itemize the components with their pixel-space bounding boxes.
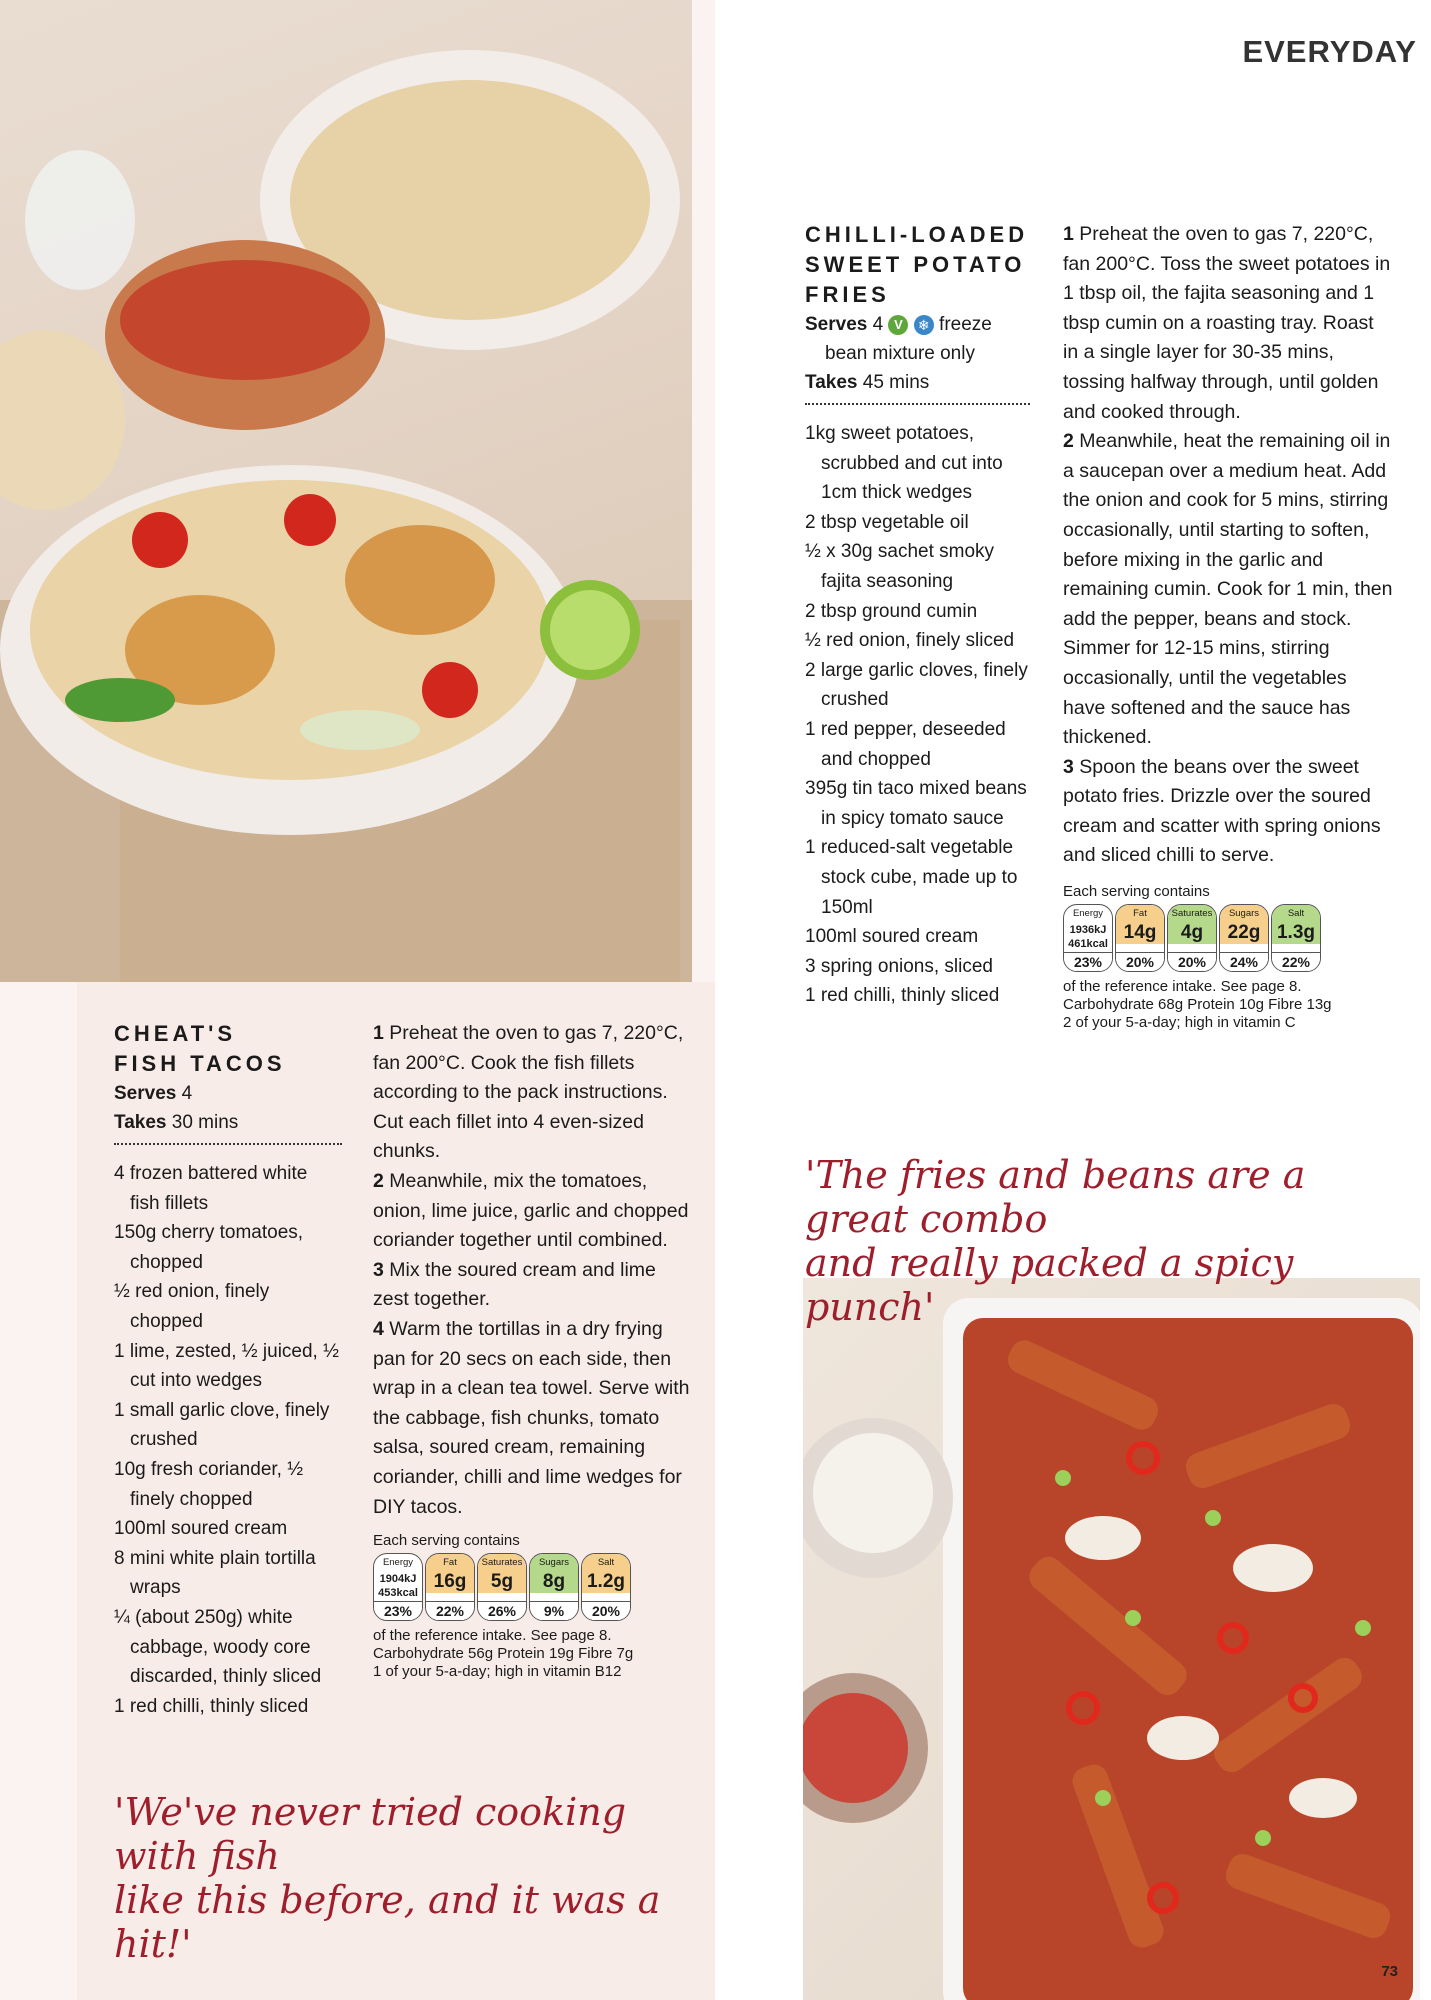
method-step: 2 Meanwhile, mix the tomatoes, onion, lime juice, garlic and chopped coriander together until combined. — [373, 1169, 689, 1252]
energy-badge: Energy 1904kJ 453kcal 23% — [373, 1553, 423, 1621]
nutrition-footnote: of the reference intake. See page 8. Carbohydrate 68g Protein 10g Fibre 13g 2 of your 5-a-day; high in vitamin C — [1063, 978, 1332, 1032]
ingredient: ¼ (about 250g) white cabbage, woody core discarded, thinly sliced — [114, 1606, 322, 1688]
ingredient: ½ x 30g sachet smoky fajita seasoning — [805, 541, 995, 592]
divider — [805, 403, 1030, 405]
fat-badge: Fat 14g 20% — [1115, 904, 1165, 972]
salt-badge: Salt 1.3g 22% — [1271, 904, 1321, 972]
saturates-badge: Saturates 4g 20% — [1167, 904, 1217, 972]
ingredient-list — [114, 1159, 342, 1721]
fries-quote: 'The fries and beans are a great combo and really packed a spicy punch' — [805, 1153, 1306, 1329]
tacos-method — [373, 1019, 693, 1681]
divider — [114, 1143, 342, 1145]
nutrition-badges — [1063, 904, 1393, 972]
ingredient: 4 frozen battered white fish fillets — [114, 1163, 308, 1214]
ingredient: 1 red chilli, thinly sliced — [805, 985, 1000, 1007]
nutrition-panel: Each serving contains Energy 1936kJ 461kcal 23% Fat 14g 20% Saturates 4g 20% Sugars 22g 24% Salt 1.3g 22% of the reference intake. See page 8. Carbohydrate 68g Protein 10g Fibre 13g 2 of your 5-a-day; high in vitamin C — [1063, 883, 1393, 1032]
ingredient: 10g fresh coriander, ½ finely chopped — [114, 1458, 304, 1510]
ingredient: 1 reduced-salt vegetable stock cube, made up to 150ml — [805, 837, 1018, 918]
recipe-title: CHEAT'S FISH TACOS — [114, 1021, 286, 1076]
method-step: 1 Preheat the oven to gas 7, 220°C, fan 200°C. Cook the fish fillets according to the pack instructions. Cut each fillet into 4 even-sized chunks. — [373, 1022, 684, 1163]
ingredient: 2 large garlic cloves, finely crushed — [805, 659, 1028, 711]
ingredient: 2 tbsp vegetable oil — [805, 511, 969, 533]
page-number: 73 — [1381, 1963, 1398, 1980]
vegetarian-icon: V — [888, 315, 908, 335]
ingredient: 395g tin taco mixed beans in spicy tomato sauce — [805, 778, 1027, 829]
recipe-title: CHILLI-LOADED SWEET POTATO FRIES — [805, 222, 1029, 307]
ingredient: 1 red pepper, deseeded and chopped — [805, 718, 1006, 770]
ingredient: ½ red onion, finely chopped — [114, 1281, 270, 1332]
fries-method — [1063, 220, 1393, 1032]
section-heading: EVERYDAY — [1242, 34, 1417, 69]
nutrition-panel: Each serving contains Energy 1904kJ 453kcal 23% Fat 16g 22% Saturates 5g 26% Sugars 8g 9% Salt 1.2g 20% of the reference intake. See page 8. Carbohydrate 56g Protein 19g Fibre 7g 1 of your 5-a-day; high in vitamin B12 — [373, 1532, 693, 1681]
ingredient: 3 spring onions, sliced — [805, 955, 993, 977]
method-step: 1 Preheat the oven to gas 7, 220°C, fan 200°C. Toss the sweet potatoes in 1 tbsp oil, the fajita seasoning and 1 tbsp cumin on a roasting tray. Roast in a single layer for 30-35 mins, tossing halfway through, until golden and cooked through. — [1063, 223, 1391, 423]
fries-illustration — [803, 1278, 1420, 2000]
tacos-quote: 'We've never tried cooking with fish like this before, and it was a hit!' — [114, 1790, 661, 1966]
ingredient: 1 small garlic clove, finely crushed — [114, 1399, 330, 1451]
ingredient: 2 tbsp ground cumin — [805, 600, 978, 622]
nutrition-badges — [373, 1553, 693, 1621]
ingredient-list — [805, 419, 1030, 1011]
freeze-icon: ❄ — [914, 315, 934, 335]
tacos-recipe-header — [114, 1019, 342, 1721]
saturates-badge: Saturates 5g 26% — [477, 1553, 527, 1621]
fish-tacos-photo — [0, 0, 692, 982]
method-step: 4 Warm the tortillas in a dry frying pan for 20 secs on each side, then wrap in a clean tea towel. Serve with the cabbage, fish chunks, tomato salsa, soured cream, remaining coriander, chilli and lime wedges for DIY tacos. — [373, 1317, 690, 1518]
method-step: 3 Spoon the beans over the sweet potato fries. Drizzle over the soured cream and scatter with spring onions and sliced chilli to serve. — [1063, 755, 1381, 867]
sugars-badge: Sugars 22g 24% — [1219, 904, 1269, 972]
ingredient: 150g cherry tomatoes, chopped — [114, 1222, 304, 1273]
sugars-badge: Sugars 8g 9% — [529, 1553, 579, 1621]
serves-line: Serves 4 V ❄ freeze — [805, 314, 992, 335]
fries-recipe-header — [805, 220, 1030, 1011]
salt-badge: Salt 1.2g 20% — [581, 1553, 631, 1621]
serves-line: Serves 4 — [114, 1083, 193, 1104]
takes-line: Takes 45 mins — [805, 372, 930, 393]
nutrition-footnote: of the reference intake. See page 8. Carbohydrate 56g Protein 19g Fibre 7g 1 of your 5-a-day; high in vitamin B12 — [373, 1627, 634, 1681]
method-step: 2 Meanwhile, heat the remaining oil in a saucepan over a medium heat. Add the onion and cook for 5 mins, stirring occasionally, until starting to soften, before mixing in the garlic and remaining cumin. Cook for 1 min, then add the pepper, beans and stock. Simmer for 12-15 mins, stirring occasionally, until the vegetables have softened and the sauce has thickened. — [1063, 430, 1393, 749]
ingredient: 8 mini white plain tortilla wraps — [114, 1547, 316, 1599]
method-step: 3 Mix the soured cream and lime zest together. — [373, 1258, 656, 1311]
ingredient: 100ml soured cream — [805, 926, 979, 948]
ingredient: 100ml soured cream — [114, 1518, 288, 1540]
fish-tacos-card — [77, 982, 715, 2000]
freeze-note: bean mixture only — [825, 343, 975, 364]
fat-badge: Fat 16g 22% — [425, 1553, 475, 1621]
sweet-potato-fries-photo — [803, 1278, 1420, 2000]
fish-tacos-illustration — [0, 0, 692, 982]
ingredient: 1 red chilli, thinly sliced — [114, 1695, 309, 1717]
takes-line: Takes 30 mins — [114, 1112, 239, 1133]
ingredient: 1 lime, zested, ½ juiced, ½ cut into wedges — [114, 1340, 339, 1392]
ingredient: 1kg sweet potatoes, scrubbed and cut into 1cm thick wedges — [805, 423, 1003, 504]
ingredient: ½ red onion, finely sliced — [805, 630, 1015, 652]
energy-badge: Energy 1936kJ 461kcal 23% — [1063, 904, 1113, 972]
